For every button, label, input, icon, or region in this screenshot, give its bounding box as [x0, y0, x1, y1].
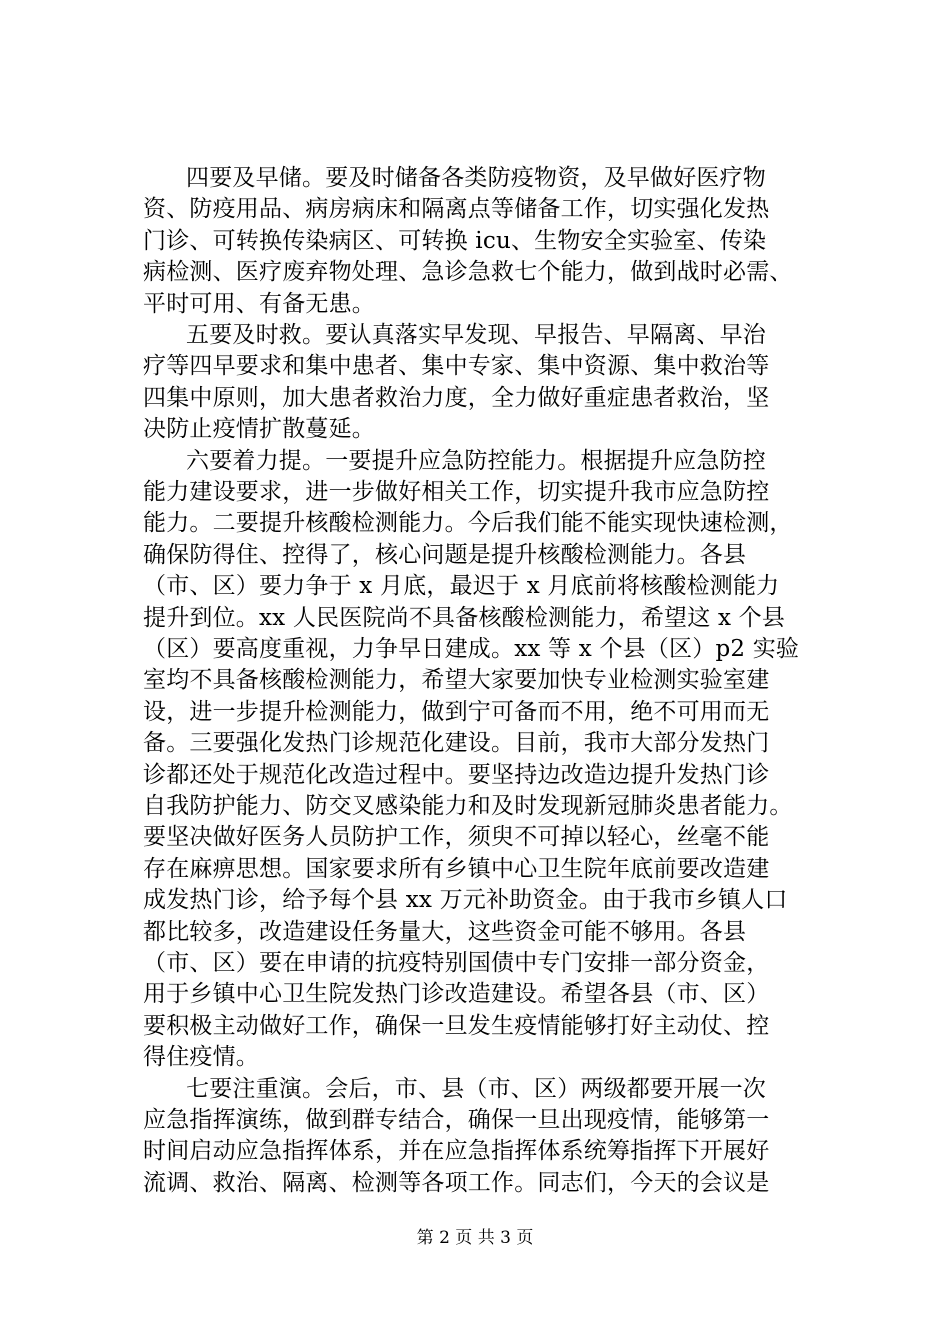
- paragraph-4-line-2: 应急指挥演练，做到群专结合，确保一旦出现疫情，能够第一: [143, 1107, 770, 1133]
- paragraph-3-line-15: 成发热门诊，给予每个县 xx 万元补助资金。由于我市乡镇人口: [143, 887, 788, 914]
- page-number-footer: 第 2 页 共 3 页: [416, 1228, 534, 1248]
- paragraph-1-line-2: 资、防疫用品、病房病床和隔离点等储备工作，切实强化发热: [143, 196, 770, 223]
- paragraph-3-line-19: 要积极主动做好工作，确保一旦发生疫情能够打好主动仗、控: [143, 1012, 770, 1039]
- paragraph-3-line-17: （市、区）要在申请的抗疫特别国债中专门安排一部分资金，: [143, 950, 770, 976]
- paragraph-3-line-16: 都比较多，改造建设任务量大，这些资金可能不够用。各县: [143, 918, 747, 945]
- paragraph-3-line-3: 能力。二要提升核酸检测能力。今后我们能不能实现快速检测，: [143, 510, 793, 537]
- paragraph-3-line-1: 六要着力提。一要提升应急防控能力。根据提升应急防控: [186, 447, 766, 474]
- paragraph-3-line-12: 自我防护能力、防交叉感染能力和及时发现新冠肺炎患者能力。: [143, 793, 793, 819]
- paragraph-3-line-11: 诊都还处于规范化改造过程中。要坚持边改造边提升发热门诊: [143, 761, 770, 788]
- paragraph-3-line-6: 提升到位。xx 人民医院尚不具备核酸检测能力，希望这 x 个县: [143, 604, 786, 631]
- paragraph-3-line-14: 存在麻痹思想。国家要求所有乡镇中心卫生院年底前要改造建: [143, 855, 770, 882]
- paragraph-3-line-7: （区）要高度重视，力争早日建成。xx 等 x 个县（区）p2 实验: [143, 636, 800, 662]
- paragraph-2-line-2: 疗等四早要求和集中患者、集中专家、集中资源、集中救治等: [143, 353, 770, 380]
- paragraph-3-line-13: 要坚决做好医务人员防护工作，须臾不可掉以轻心，丝毫不能: [143, 824, 770, 851]
- paragraph-4-line-3: 时间启动应急指挥体系，并在应急指挥体系统筹指挥下开展好: [143, 1138, 770, 1165]
- paragraph-2-line-3: 四集中原则，加大患者救治力度，全力做好重症患者救治，坚: [143, 384, 770, 411]
- paragraph-3-line-20: 得住疫情。: [143, 1044, 259, 1071]
- paragraph-1-line-4: 病检测、医疗废弃物处理、急诊急救七个能力，做到战时必需、: [143, 259, 793, 286]
- paragraph-3-line-2: 能力建设要求，进一步做好相关工作，切实提升我市应急防控: [143, 479, 770, 505]
- paragraph-3-line-18: 用于乡镇中心卫生院发热门诊改造建设。希望各县（市、区）: [143, 981, 770, 1008]
- paragraph-3-line-5: （市、区）要力争于 x 月底，最迟于 x 月底前将核酸检测能力: [143, 573, 780, 600]
- paragraph-1-line-1: 四要及早储。要及时储备各类防疫物资，及早做好医疗物: [186, 165, 766, 191]
- paragraph-3-line-4: 确保防得住、控得了，核心问题是提升核酸检测能力。各县: [143, 541, 747, 568]
- paragraph-2-line-1: 五要及时救。要认真落实早发现、早报告、早隔离、早治: [186, 322, 766, 348]
- paragraph-3-line-8: 室均不具备核酸检测能力，希望大家要加快专业检测实验室建: [143, 667, 770, 694]
- paragraph-4-line-1: 七要注重演。会后，市、县（市、区）两级都要开展一次: [186, 1075, 766, 1102]
- paragraph-4-line-4: 流调、救治、隔离、检测等各项工作。同志们，今天的会议是: [143, 1169, 770, 1196]
- paragraph-3-line-9: 设，进一步提升检测能力，做到宁可备而不用，绝不可用而无: [143, 698, 770, 725]
- paragraph-2-line-4: 决防止疫情扩散蔓延。: [143, 416, 375, 443]
- paragraph-1-line-3: 门诊、可转换传染病区、可转换 icu、生物安全实验室、传染: [143, 227, 767, 254]
- paragraph-3-line-10: 备。三要强化发热门诊规范化建设。目前，我市大部分发热门: [143, 730, 770, 757]
- paragraph-1-line-5: 平时可用、有备无患。: [143, 290, 375, 317]
